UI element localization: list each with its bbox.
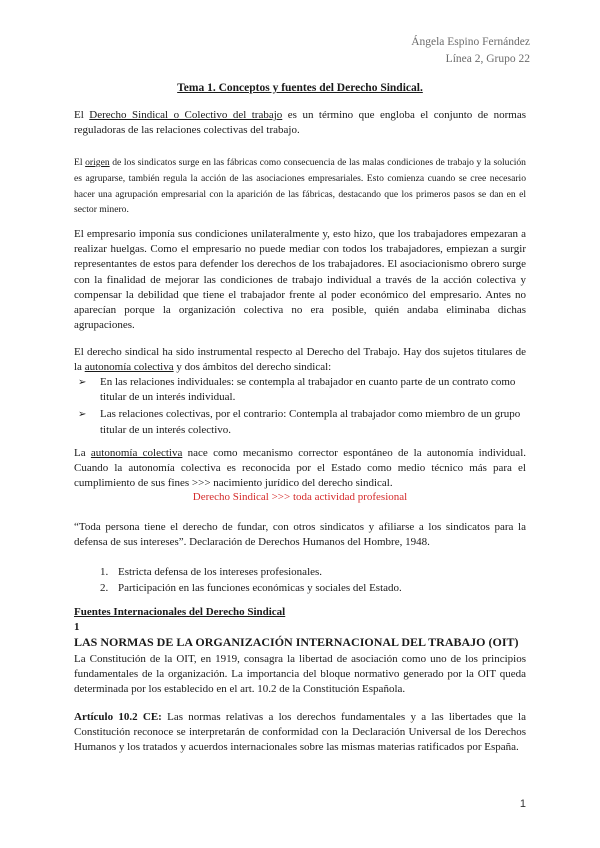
section-number: 1 <box>74 621 80 633</box>
page-title: Tema 1. Conceptos y fuentes del Derecho Sindical. <box>177 82 423 94</box>
page-header <box>411 34 530 68</box>
arrow-bullet-icon: ➢ <box>78 409 87 421</box>
paragraph-instrumental <box>74 345 526 375</box>
underlined-term: origen <box>85 157 110 168</box>
text: El <box>74 109 90 121</box>
text: es un término que engloba el conjunto de normas reguladoras de las relaciones colectivas del trabajo. <box>74 109 526 137</box>
underlined-term: Derecho Sindical o Colectivo del trabajo <box>89 109 283 121</box>
text: Las normas relativas a los derechos fundamentales y a las libertades que la Constitución reconoce se interpretarán de conformidad con la Declaración Universal de los Derechos Humanos y los tratados y acuerdos internacionales sobre las mismas materias ratificados por España. <box>74 711 526 754</box>
list-item <box>78 407 526 437</box>
paragraph-quote: “Toda persona tiene el derecho de fundar, con otros sindicatos y afiliarse a los sindicatos para la defensa de sus intereses”. Declaración de Derechos Humanos del Hombre, 1948. <box>74 521 526 549</box>
arrow-bullet-icon: ➢ <box>78 377 87 388</box>
highlight-text: Derecho Sindical >>> toda actividad profesional <box>192 491 408 503</box>
article-label: Artículo 10.2 CE: <box>74 711 162 723</box>
section-heading: Fuentes Internacionales del Derecho Sindical <box>74 606 286 618</box>
list-item-text: En las relaciones individuales: se contempla al trabajador en cuanto parte de un contrato como titular de un interés individual. <box>100 376 516 404</box>
numbered-list <box>100 564 520 596</box>
page-number: 1 <box>519 798 526 810</box>
list-item <box>100 580 520 596</box>
text: La <box>74 447 91 459</box>
text: El <box>74 157 86 168</box>
paragraph-oit: La Constitución de la OIT, en 1919, consagra la libertad de asociación como uno de los principios fundamentales de la organización. La importancia del bloque normativo generado por la OIT queda determinada por los establecido en el art. 10.2 de la Constitución Española. <box>74 653 526 696</box>
list-item <box>100 564 520 580</box>
list-number: 1. <box>100 566 109 578</box>
bullet-list <box>78 375 526 440</box>
oit-heading: LAS NORMAS DE LA ORGANIZACIÓN INTERNACIONAL DEL TRABAJO (OIT) <box>74 635 519 649</box>
paragraph-collective-autonomy <box>74 446 526 492</box>
list-item-text: Participación en las funciones económicas y sociales del Estado. <box>118 582 402 594</box>
text: de los sindicatos surge en las fábricas como consecuencia de las malas condiciones de trabajo y la solución es agruparse, también regula la acción de las asociaciones empresariales. Esto comienza cuando se cree necesario hacer una agrupación empresarial con la aparición de las fábricas, destacando que los primeros pasos se dan en el sector minero. <box>74 157 526 216</box>
list-item <box>78 375 526 405</box>
underlined-term: autonomía colectiva <box>84 361 174 374</box>
text: y dos ámbitos del derecho sindical: <box>173 361 332 374</box>
list-item-text: Las relaciones colectivas, por el contrario: Contempla al trabajador como miembro de un grupo titular de un interés colectivo. <box>100 408 521 436</box>
list-item-text: Estricta defensa de los intereses profesionales. <box>118 566 323 578</box>
text: El derecho sindical ha sido instrumental respecto al Derecho del Trabajo. Hay dos sujetos titulares de la <box>74 346 526 374</box>
underlined-term: autonomía colectiva <box>90 447 183 459</box>
paragraph-article <box>74 710 526 756</box>
paragraph-origin <box>74 155 526 218</box>
author-group: Línea 2, Grupo 22 <box>445 53 530 65</box>
paragraph-definition <box>74 108 526 138</box>
text: nace como mecanismo corrector espontáneo de la autonomía individual. Cuando la autonomía colectiva es reconocida por el Estado como medio técnico más para el cumplimiento de sus fines >>> nacimiento jurídico del derecho sindical. <box>74 447 526 490</box>
author-name: Ángela Espino Fernández <box>411 36 530 48</box>
paragraph-employer: El empresario imponía sus condiciones unilateralmente y, esto hizo, que los trabajadores empezaran a realizar huelgas. Como el empresario no puede mediar con todos los trabajadores, empiezan a surgir representantes de estos para defender los derechos de los trabajadores. El asociacionismo obrero surge con la finalidad de mejorar las condiciones de trabajo individual a través de la acción colectiva y compensar la debilidad que tiene el trabajador frente al poder económico del empresario. Antes no aparecían porque la organización colectiva no era posible, quién andaba eliminaba dichas agrupaciones. <box>74 228 526 332</box>
list-number: 2. <box>100 582 109 594</box>
